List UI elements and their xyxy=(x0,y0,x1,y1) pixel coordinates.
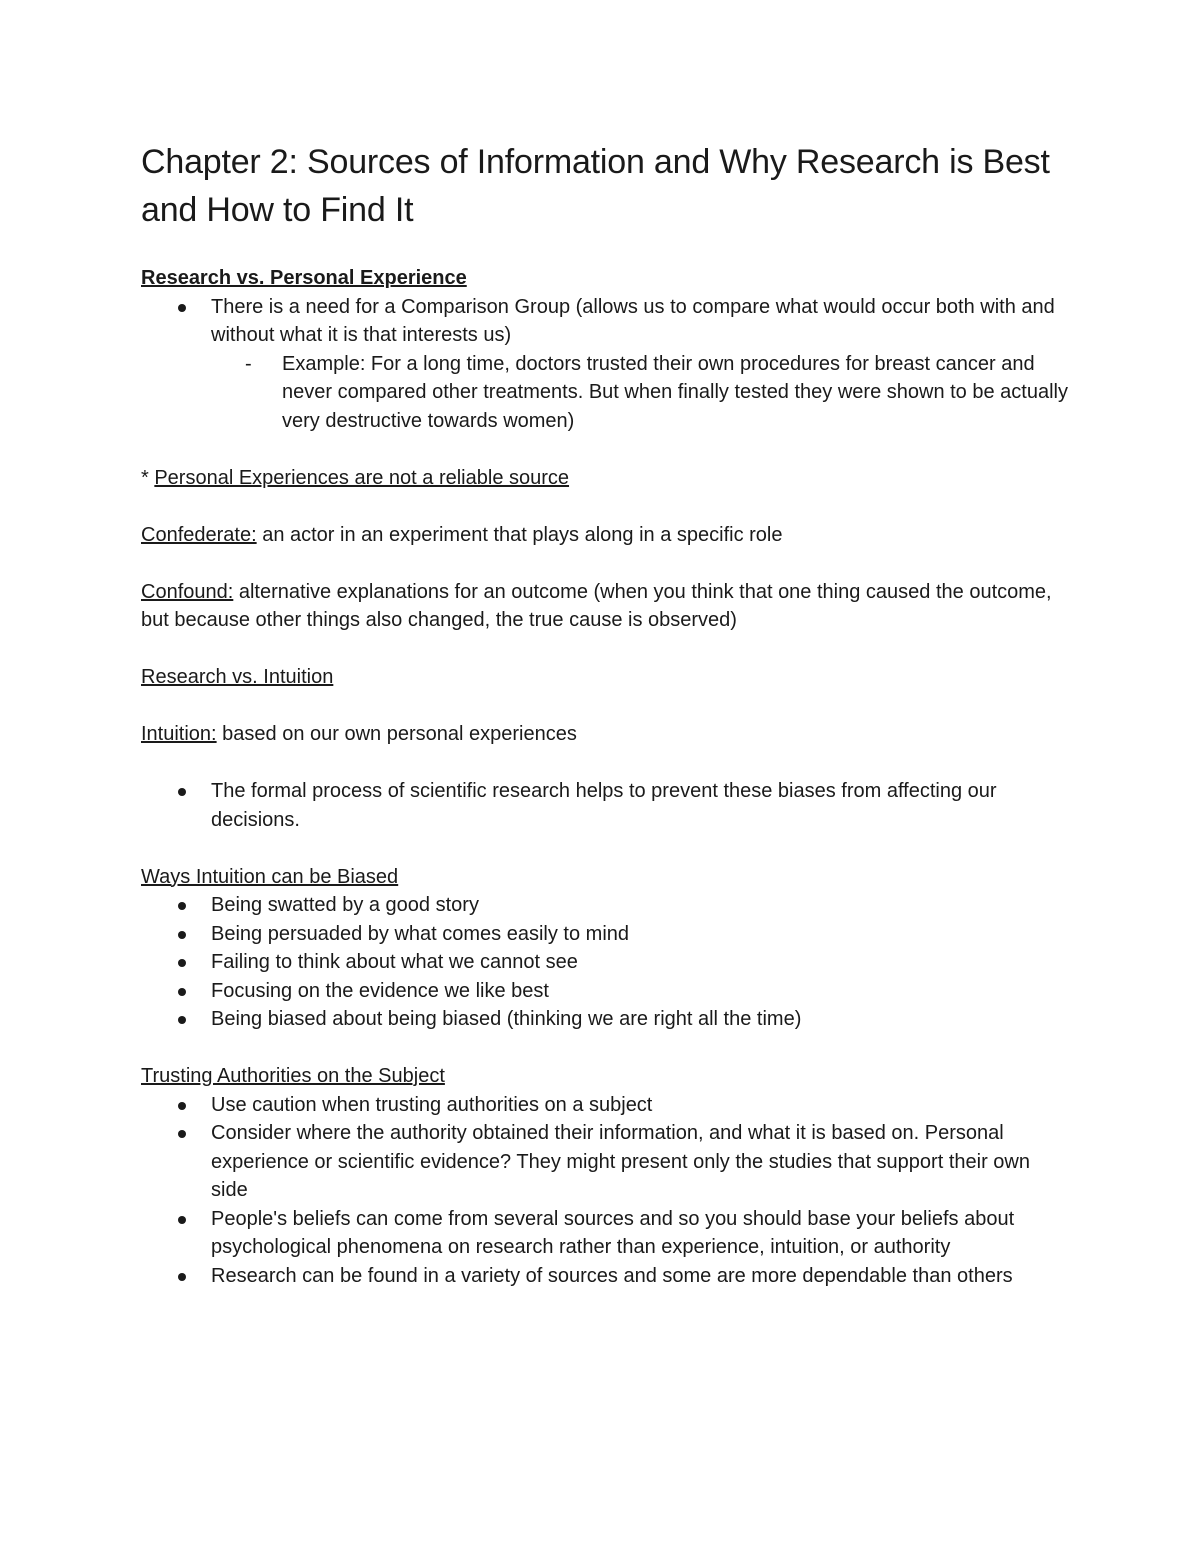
bullet-icon xyxy=(178,1016,186,1024)
example-sublist xyxy=(141,350,1071,436)
list-item xyxy=(141,948,1071,977)
definition-text: an actor in an experiment that plays along in a specific role xyxy=(256,523,783,546)
definition-confound xyxy=(141,578,1071,635)
bullet-icon xyxy=(178,1273,186,1281)
list-item-text: Being swatted by a good story xyxy=(211,894,479,916)
list-item-text: Consider where the authority obtained their information, and what it is based on. Personal experience or scientific evidence? They might present only the studies that support their own side xyxy=(211,1122,1030,1201)
list-item xyxy=(141,977,1071,1006)
definition-intuition xyxy=(141,720,1071,749)
list-item xyxy=(141,1005,1071,1034)
bullet-icon xyxy=(178,959,186,967)
definition-text: alternative explanations for an outcome (when you think that one thing caused the outcome, but because other things also changed, the true cause is observed) xyxy=(141,580,1052,631)
bullet-icon xyxy=(178,988,186,996)
section-heading-research-vs-personal-experience xyxy=(141,264,1071,293)
bullet-icon xyxy=(178,1216,186,1224)
list-item xyxy=(141,1091,1071,1120)
bullet-icon xyxy=(178,1130,186,1138)
list-item-text: Research can be found in a variety of sources and some are more dependable than others xyxy=(211,1264,1013,1287)
definition-term: Confederate: xyxy=(141,523,257,546)
definition-term: Confound: xyxy=(141,580,234,603)
list-item xyxy=(141,891,1071,920)
authorities-list xyxy=(141,1091,1071,1291)
list-item xyxy=(141,920,1071,949)
section-heading-ways-intuition-biased xyxy=(141,863,1071,892)
list-item-text: The formal process of scientific research helps to prevent these biases from affecting our decisions. xyxy=(211,780,997,831)
list-item-text: Focusing on the evidence we like best xyxy=(211,979,549,1002)
list-item-text: Being persuaded by what comes easily to mind xyxy=(211,922,630,945)
list-item xyxy=(141,1205,1071,1262)
section-heading-text: Trusting Authorities on the Subject xyxy=(141,1065,445,1087)
list-item xyxy=(141,1262,1071,1291)
section-heading-text: Ways Intuition can be Biased xyxy=(141,865,399,888)
list-item-text: Failing to think about what we cannot see xyxy=(211,951,578,973)
comparison-group-list xyxy=(141,293,1071,350)
biases-list xyxy=(141,891,1071,1034)
section-heading-text: Research vs. Personal Experience xyxy=(141,267,467,289)
section-heading-trusting-authorities xyxy=(141,1062,1071,1091)
list-item-text: There is a need for a Comparison Group (allows us to compare what would occur both with and without what it is that interests us) xyxy=(211,295,1055,346)
list-item xyxy=(141,777,1071,834)
note-text: Personal Experiences are not a reliable source xyxy=(154,466,570,489)
intuition-list xyxy=(141,777,1071,834)
bullet-icon xyxy=(178,1102,186,1110)
list-item xyxy=(141,293,1071,350)
page-title: Chapter 2: Sources of Information and Why Research is Best and How to Find It xyxy=(141,143,1050,229)
list-item-text: Being biased about being biased (thinking we are right all the time) xyxy=(211,1008,802,1030)
list-item xyxy=(141,1119,1071,1205)
section-heading-text: Research vs. Intuition xyxy=(141,666,334,688)
list-item-text: Use caution when trusting authorities on a subject xyxy=(211,1093,653,1116)
document-body xyxy=(141,138,1071,1290)
bullet-icon xyxy=(178,902,186,910)
definition-term: Intuition: xyxy=(141,723,217,745)
definition-text: based on our own personal experiences xyxy=(216,723,577,745)
section-heading-research-vs-intuition xyxy=(141,663,1071,692)
sub-list-item-text: Example: For a long time, doctors trusted their own procedures for breast cancer and never compared other treatments. But when finally tested they were shown to be actually very destructive towards women) xyxy=(282,352,1068,432)
dash-icon: - xyxy=(245,352,252,375)
definition-confederate xyxy=(141,521,1071,550)
note-line xyxy=(141,464,1071,493)
note-prefix: * xyxy=(141,466,155,489)
bullet-icon xyxy=(178,788,186,796)
bullet-icon xyxy=(178,304,186,312)
sub-list-item xyxy=(141,350,1071,436)
list-item-text: People's beliefs can come from several sources and so you should base your beliefs about psychological phenomena on research rather than experience, intuition, or authority xyxy=(211,1207,1015,1258)
bullet-icon xyxy=(178,931,186,939)
